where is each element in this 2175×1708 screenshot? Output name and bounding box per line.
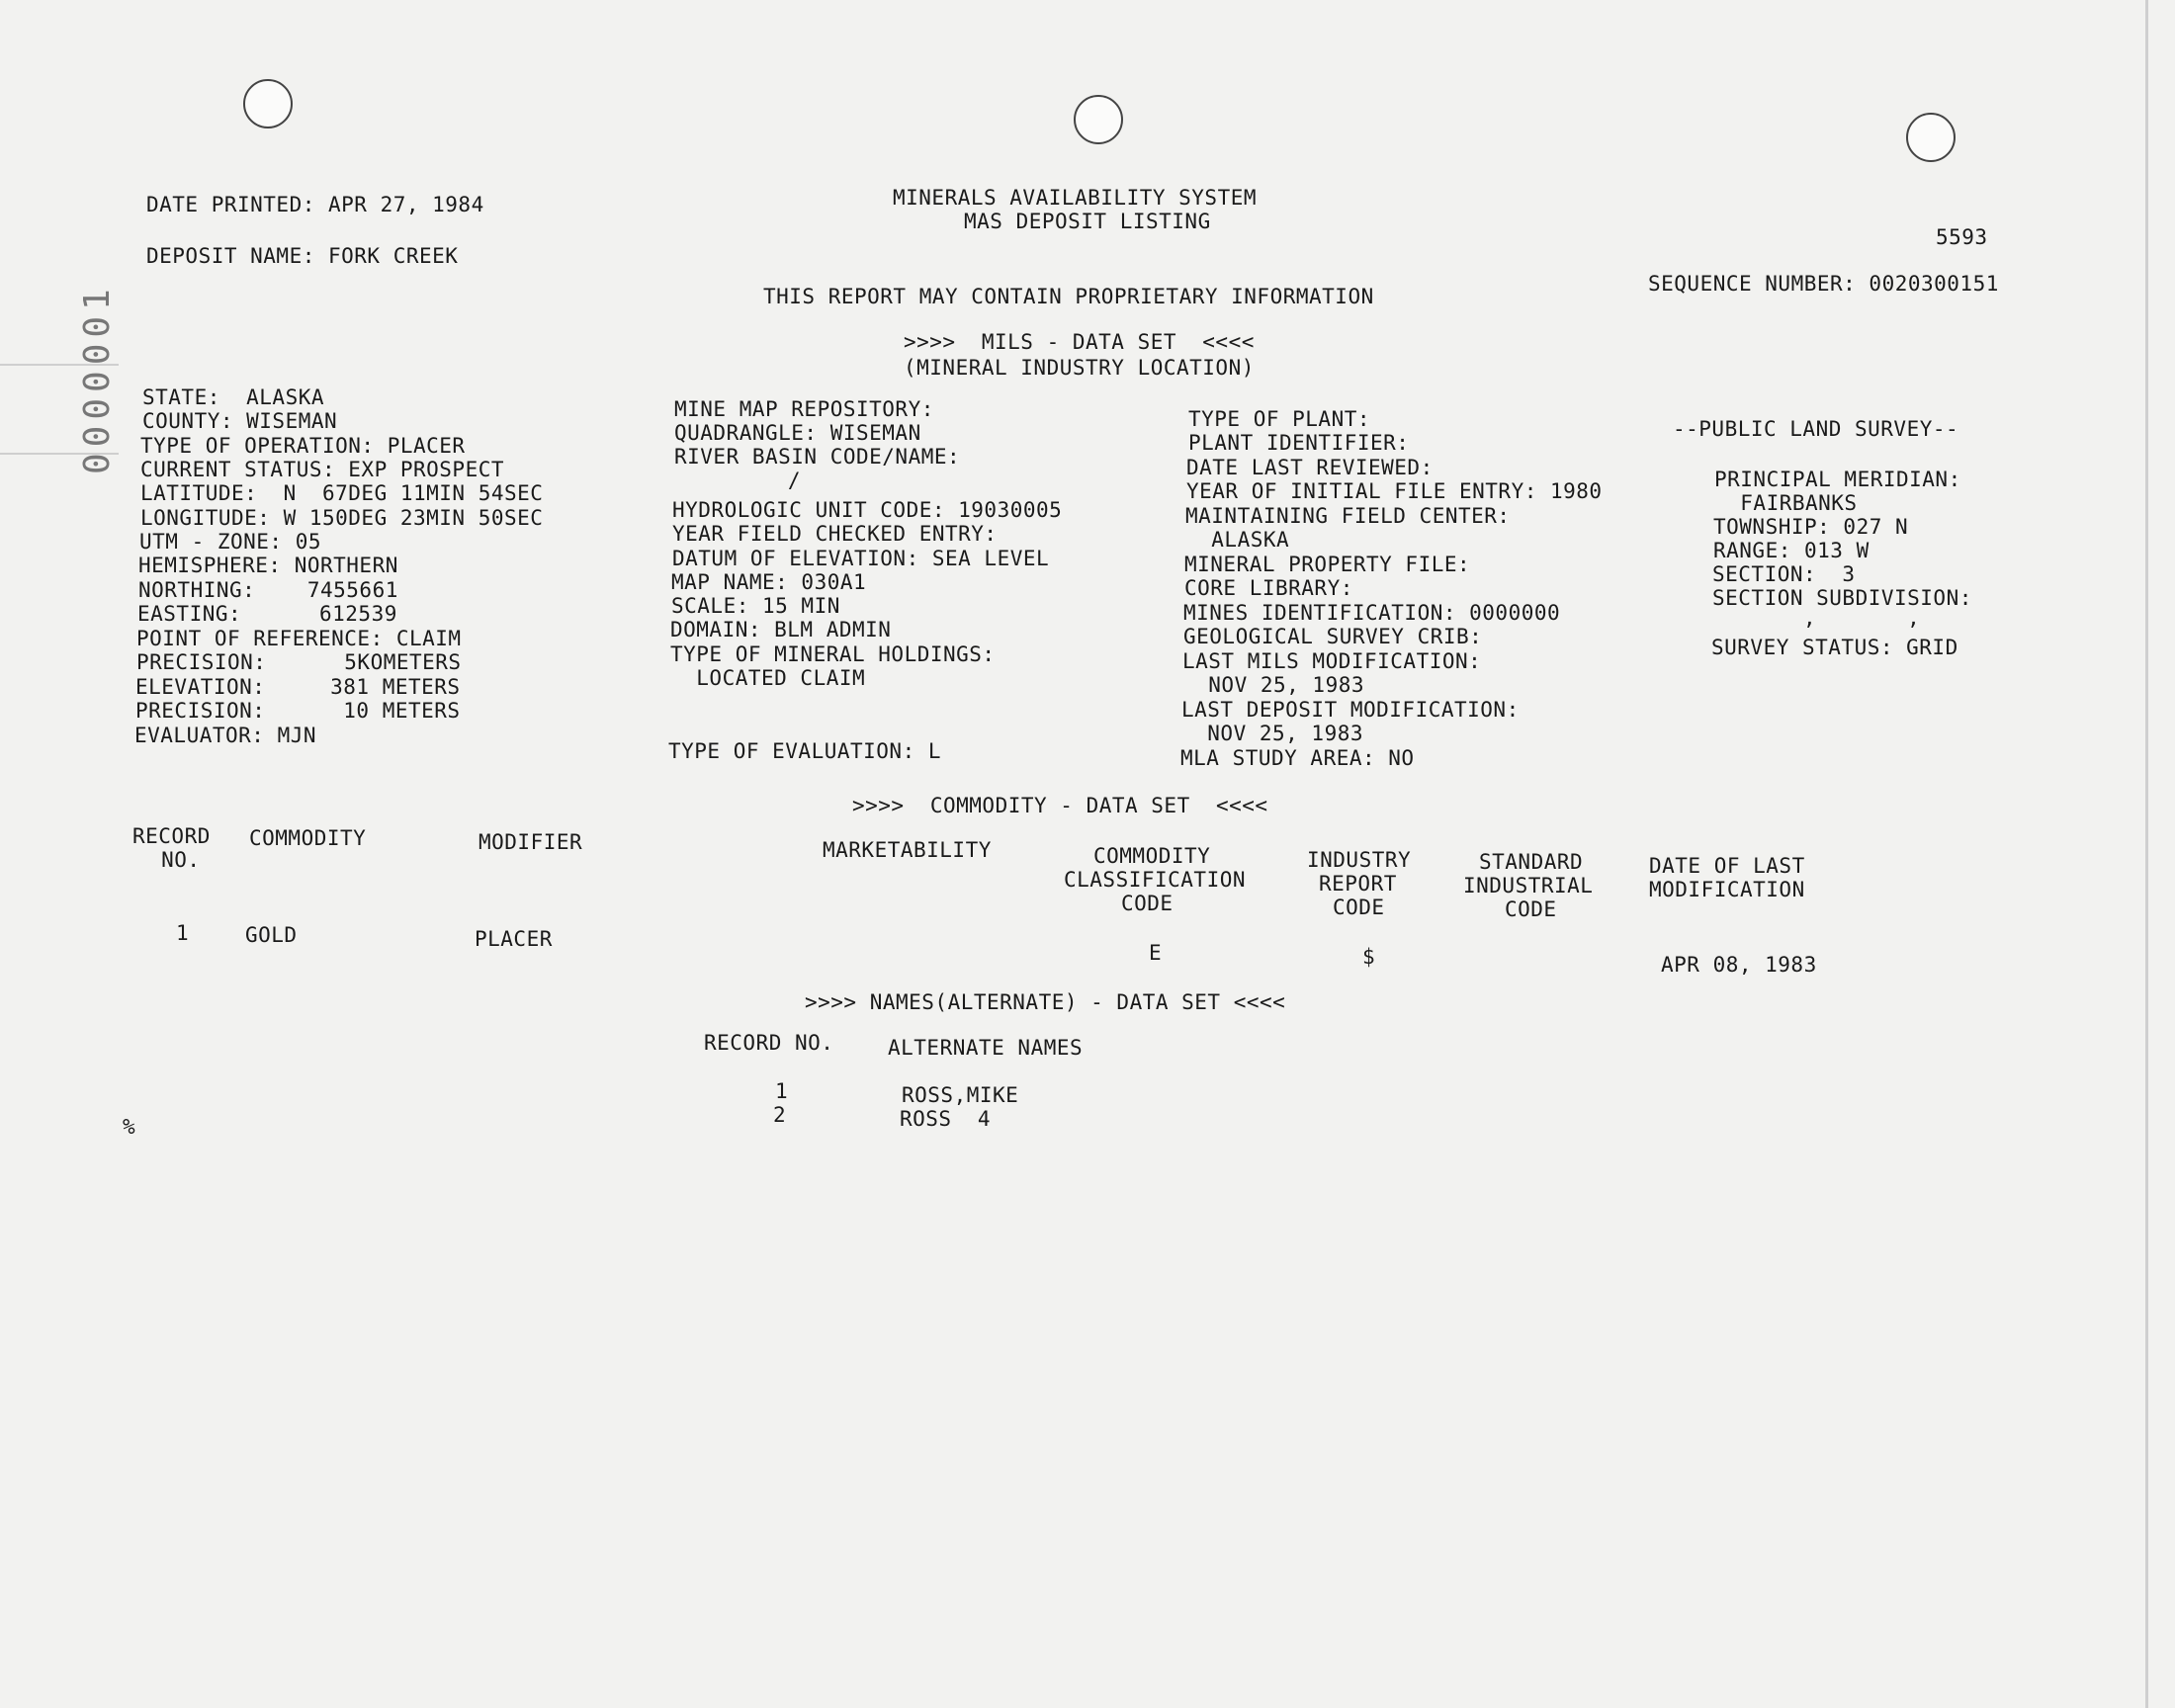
- field-line: TOWNSHIP: 027 N: [1713, 515, 1909, 539]
- names-header-alternate: ALTERNATE NAMES: [888, 1036, 1084, 1060]
- field-line: MINERAL PROPERTY FILE:: [1184, 553, 1471, 576]
- field-line: UTM - ZONE: 05: [139, 530, 322, 554]
- commodity-industry-code: $: [1362, 945, 1376, 969]
- field-line: COUNTY: WISEMAN: [142, 409, 338, 433]
- side-stamp-number: 0000001: [77, 283, 118, 474]
- field-line: GEOLOGICAL SURVEY CRIB:: [1183, 625, 1483, 648]
- field-line: PLANT IDENTIFIER:: [1188, 431, 1410, 455]
- commodity-classification-code: E: [1149, 941, 1163, 965]
- names-row-no: 2: [773, 1103, 787, 1127]
- paper-right-edge: [2145, 0, 2148, 1708]
- punch-hole-left: [243, 79, 293, 128]
- names-row-name: ROSS,MIKE: [902, 1083, 1019, 1107]
- field-line: ALASKA: [1185, 528, 1290, 552]
- field-line: CURRENT STATUS: EXP PROSPECT: [140, 458, 505, 481]
- field-line: EASTING: 612539: [137, 602, 397, 626]
- page-number: 5593: [1936, 225, 1988, 249]
- field-line: /: [710, 469, 802, 492]
- field-line: SECTION: 3: [1712, 562, 1856, 586]
- type-of-evaluation: TYPE OF EVALUATION: L: [668, 739, 942, 763]
- field-line: POINT OF REFERENCE: CLAIM: [136, 627, 462, 650]
- field-line: DATUM OF ELEVATION: SEA LEVEL: [672, 547, 1050, 570]
- system-title: MINERALS AVAILABILITY SYSTEM: [893, 186, 1258, 210]
- names-row-name: ROSS 4: [900, 1107, 992, 1131]
- field-line: NOV 25, 1983: [1182, 673, 1365, 697]
- field-line: YEAR FIELD CHECKED ENTRY:: [672, 522, 998, 546]
- field-line: SURVEY STATUS: GRID: [1711, 636, 1958, 659]
- field-line: QUADRANGLE: WISEMAN: [674, 421, 921, 445]
- field-line: NOV 25, 1983: [1181, 722, 1364, 745]
- field-line: YEAR OF INITIAL FILE ENTRY: 1980: [1186, 479, 1603, 503]
- header-record: RECORD: [132, 824, 211, 848]
- commodity-last-modification: APR 08, 1983: [1661, 953, 1817, 977]
- field-line: TYPE OF MINERAL HOLDINGS:: [670, 642, 996, 666]
- field-line: LAST DEPOSIT MODIFICATION:: [1181, 698, 1520, 722]
- field-line: DOMAIN: BLM ADMIN: [670, 618, 892, 641]
- field-line: RIVER BASIN CODE/NAME:: [674, 445, 961, 469]
- field-line: MAINTAINING FIELD CENTER:: [1185, 504, 1511, 528]
- mils-title: >>>> MILS - DATA SET <<<<: [904, 330, 1255, 354]
- field-line: TYPE OF OPERATION: PLACER: [140, 434, 466, 458]
- field-line: NORTHING: 7455661: [138, 578, 398, 602]
- public-land-survey-title: --PUBLIC LAND SURVEY--: [1673, 417, 1959, 441]
- field-line: EVALUATOR: MJN: [134, 724, 317, 747]
- header-industry-2: REPORT: [1319, 872, 1397, 896]
- field-line: RANGE: 013 W: [1713, 539, 1870, 562]
- header-modifier: MODIFIER: [478, 830, 583, 854]
- header-commodity: COMMODITY: [249, 826, 367, 850]
- field-line: CORE LIBRARY:: [1184, 576, 1353, 600]
- header-classification-2: CLASSIFICATION: [1064, 868, 1247, 892]
- names-row-no: 1: [775, 1079, 789, 1103]
- punch-hole-right: [1906, 113, 1956, 162]
- names-title: >>>> NAMES(ALTERNATE) - DATA SET <<<<: [805, 990, 1286, 1014]
- field-line: DATE LAST REVIEWED:: [1186, 456, 1434, 479]
- listing-title: MAS DEPOSIT LISTING: [964, 210, 1211, 233]
- field-line: MINE MAP REPOSITORY:: [674, 397, 934, 421]
- header-sic-2: INDUSTRIAL: [1463, 874, 1594, 897]
- field-line: PRECISION: 10 METERS: [135, 699, 461, 723]
- field-line: PRINCIPAL MERIDIAN:: [1714, 468, 1961, 491]
- field-line: LATITUDE: N 67DEG 11MIN 54SEC: [140, 481, 544, 505]
- date-printed: DATE PRINTED: APR 27, 1984: [146, 193, 484, 216]
- header-record-no: NO.: [148, 848, 201, 872]
- field-line: LONGITUDE: W 150DEG 23MIN 50SEC: [140, 506, 544, 530]
- commodity-title: >>>> COMMODITY - DATA SET <<<<: [852, 794, 1268, 817]
- field-line: MLA STUDY AREA: NO: [1180, 746, 1415, 770]
- names-header-record: RECORD NO.: [704, 1031, 834, 1055]
- header-industry-3: CODE: [1333, 896, 1385, 919]
- proprietary-notice: THIS REPORT MAY CONTAIN PROPRIETARY INFORMATION: [763, 285, 1374, 308]
- sequence-number: SEQUENCE NUMBER: 0020300151: [1648, 272, 1999, 296]
- mils-subtitle: (MINERAL INDUSTRY LOCATION): [904, 356, 1255, 380]
- header-sic-1: STANDARD: [1479, 850, 1584, 874]
- header-marketability: MARKETABILITY: [823, 838, 992, 862]
- field-line: MAP NAME: 030A1: [671, 570, 867, 594]
- commodity-modifier: PLACER: [475, 927, 553, 951]
- header-date-2: MODIFICATION: [1649, 878, 1805, 901]
- field-line: HEMISPHERE: NORTHERN: [138, 554, 398, 577]
- punch-hole-center: [1074, 95, 1123, 144]
- field-line: , ,: [1712, 606, 1921, 630]
- footer-mark: %: [123, 1115, 136, 1139]
- field-line: STATE: ALASKA: [142, 385, 325, 409]
- field-line: MINES IDENTIFICATION: 0000000: [1183, 601, 1561, 625]
- field-line: HYDROLOGIC UNIT CODE: 19030005: [672, 498, 1063, 522]
- field-line: TYPE OF PLANT:: [1188, 407, 1371, 431]
- field-line: LAST MILS MODIFICATION:: [1182, 649, 1482, 673]
- commodity-record-no: 1: [176, 921, 190, 945]
- field-line: SECTION SUBDIVISION:: [1712, 586, 1972, 610]
- field-line: FAIRBANKS: [1714, 491, 1858, 515]
- field-line: SCALE: 15 MIN: [671, 594, 840, 618]
- header-date-1: DATE OF LAST: [1649, 854, 1805, 878]
- header-classification-1: COMMODITY: [1093, 844, 1211, 868]
- field-line: PRECISION: 5KOMETERS: [136, 650, 462, 674]
- field-line: ELEVATION: 381 METERS: [135, 675, 461, 699]
- header-sic-3: CODE: [1505, 897, 1557, 921]
- header-classification-3: CODE: [1121, 892, 1174, 915]
- header-industry-1: INDUSTRY: [1307, 848, 1412, 872]
- commodity-name: GOLD: [245, 923, 298, 947]
- deposit-name: DEPOSIT NAME: FORK CREEK: [146, 244, 459, 268]
- field-line: LOCATED CLAIM: [670, 666, 866, 690]
